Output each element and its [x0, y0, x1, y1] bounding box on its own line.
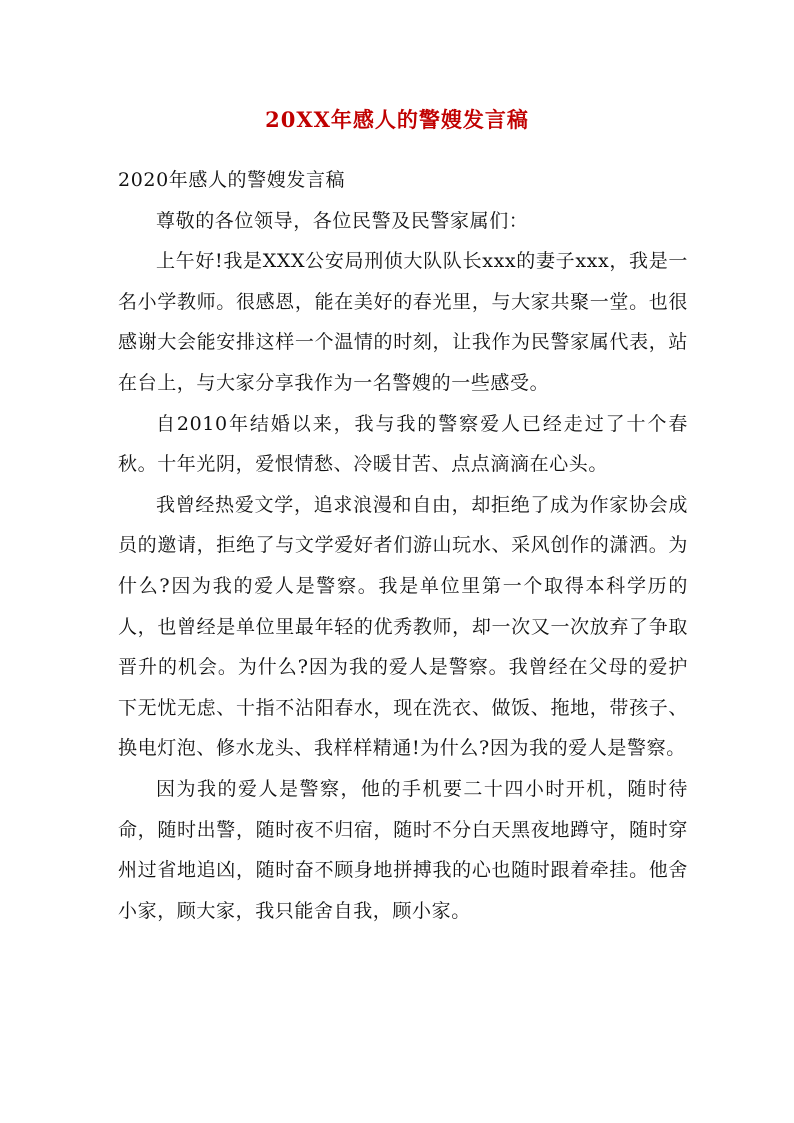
- paragraph-greeting: 尊敬的各位领导，各位民警及民警家属们：: [156, 209, 529, 232]
- paragraph-sacrifices: 我曾经热爱文学，追求浪漫和自由，却拒绝了成为作家协会成员的邀请，拒绝了与文学爱好者们游山玩水、采风创作的潇洒。为什么?因为我的爱人是警察。我是单位里第一个取得本科学历的人，也曾经是单位里最年轻的优秀教师，却一次又一次放弃了争取晋升的机会。为什么?因为我的爱人是警察。我曾经在父母的爱护下无忧无虑、十指不沾阳春水，现在洗衣、做饭、拖地，带孩子、换电灯泡、修水龙头、我样样精通!为什么?因为我的爱人是警察。: [118, 493, 688, 760]
- paragraph-marriage: 自2010年结婚以来，我与我的警察爱人已经走过了十个春秋。十年光阴，爱恨情愁、冷暖甘苦、点点滴滴在心头。: [118, 412, 688, 476]
- document-title: 20XX年感人的警嫂发言稿: [265, 107, 529, 132]
- document-subtitle: 2020年感人的警嫂发言稿: [118, 169, 346, 191]
- paragraph-on-call: 因为我的爱人是警察，他的手机要二十四小时开机，随时待命，随时出警，随时夜不归宿，随时不分白天黑夜地蹲守，随时穿州过省地追凶，随时奋不顾身地拼搏我的心也随时跟着牵挂。他舍小家，顾大家，我只能舍自我，顾小家。: [118, 777, 688, 922]
- document-body: [118, 160, 688, 931]
- paragraph-introduction: 上午好!我是XXX公安局刑侦大队队长xxx的妻子xxx，我是一名小学教师。很感恩，能在美好的春光里，与大家共聚一堂。也很感谢大会能安排这样一个温情的时刻，让我作为民警家属代表，站在台上，与大家分享我作为一名警嫂的一些感受。: [118, 250, 688, 394]
